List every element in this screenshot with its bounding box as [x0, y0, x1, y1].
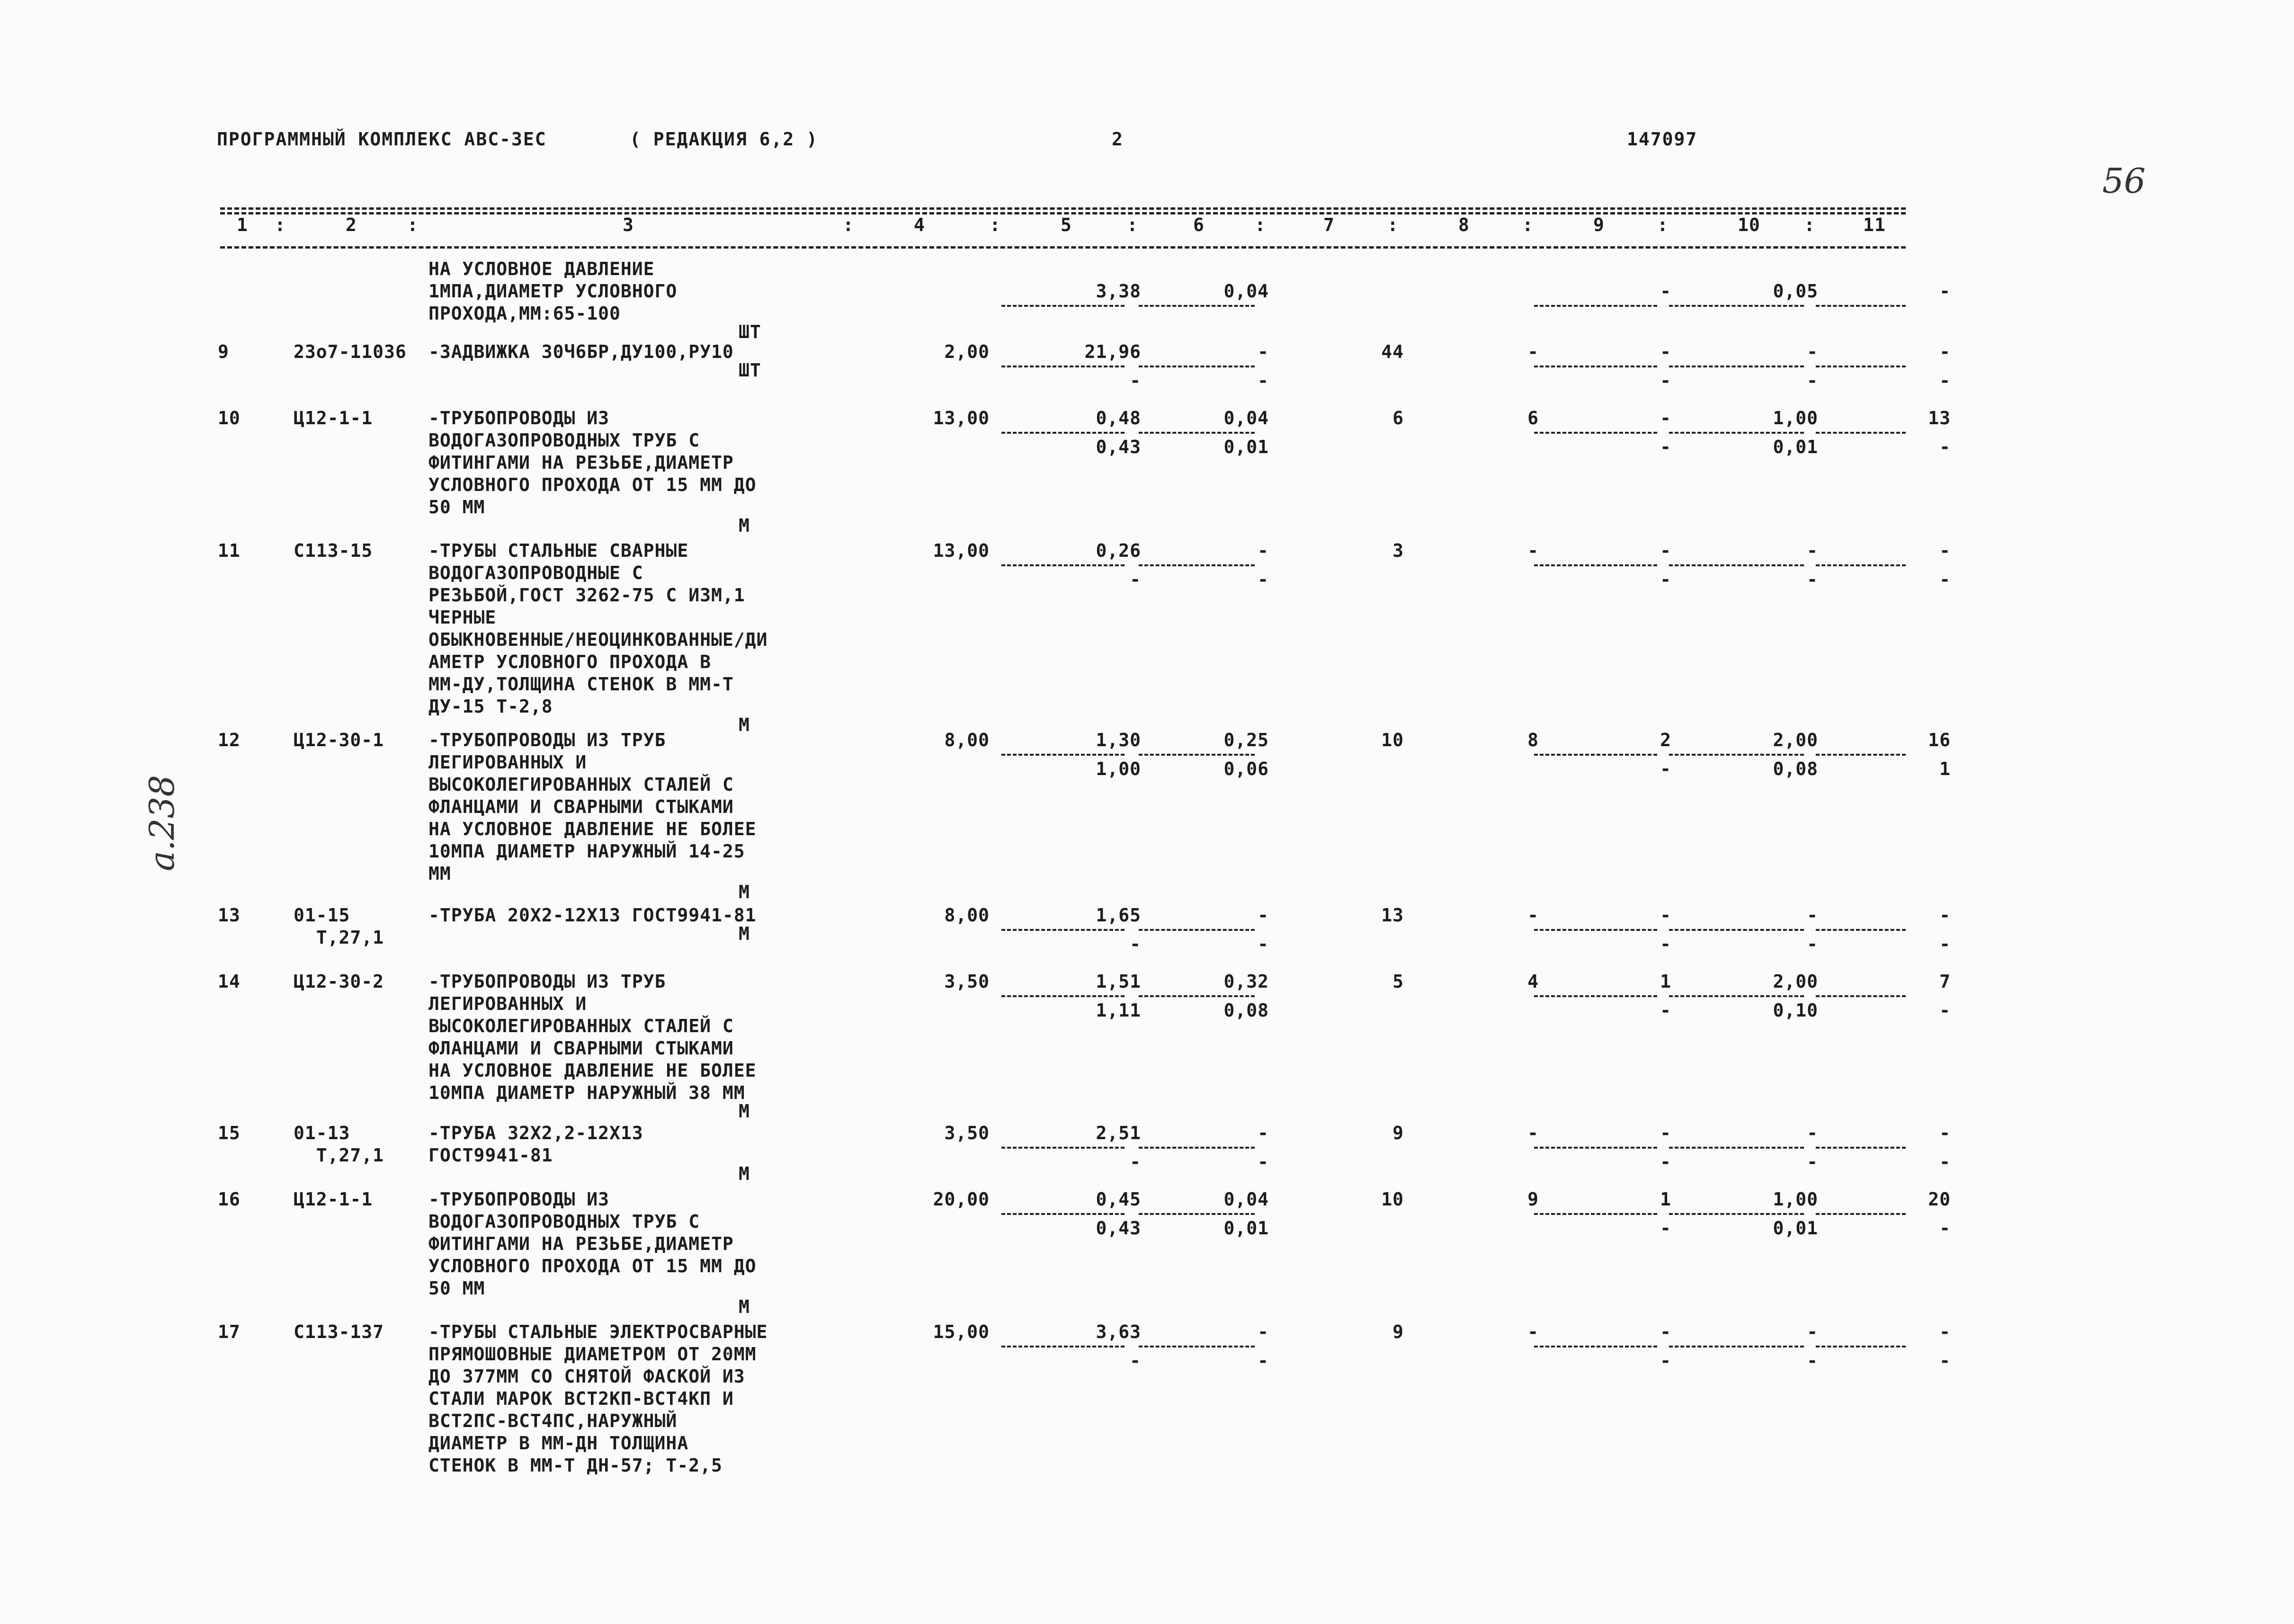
fraction-rule: [1669, 564, 1804, 566]
column-header-7: 7: [1323, 214, 1335, 235]
cell-col10-top: 1,00: [1773, 408, 1818, 428]
cell-col5-bottom: -: [1130, 1350, 1141, 1371]
row-description-line: 50 ММ: [428, 497, 485, 518]
cell-col11-top: -: [1939, 1321, 1951, 1342]
row-number: 9: [218, 341, 229, 362]
cell-col9-top: -: [1660, 1123, 1671, 1143]
row-description-line: ВЫСОКОЛЕГИРОВАННЫХ СТАЛЕЙ С: [428, 1016, 734, 1036]
row-description-line: УСЛОВНОГО ПРОХОДА ОТ 15 ММ ДО: [428, 1256, 757, 1276]
cell-col6-top: 0,32: [1223, 971, 1269, 992]
fraction-rule: [1534, 564, 1657, 566]
cell-col10-top: -: [1807, 540, 1818, 561]
cell-col5-top: 0,26: [1096, 540, 1141, 561]
cell-col10-bottom: -: [1807, 569, 1818, 590]
row-code: 01-13 Т,27,1: [294, 1123, 384, 1166]
cell-col9-top: 1: [1660, 1189, 1671, 1210]
edition-label: ( РЕДАКЦИЯ 6,2 ): [630, 129, 819, 150]
row-code: С113-15: [294, 540, 373, 561]
cell-col8: -: [1527, 540, 1539, 561]
fraction-rule: [1139, 432, 1255, 434]
cell-col7: 9: [1392, 1123, 1404, 1143]
cell-col11-top: -: [1939, 905, 1951, 926]
cell-col5-bottom: 1,11: [1096, 1000, 1141, 1021]
column-header-1: 1: [237, 214, 248, 235]
cell-col7: 9: [1392, 1321, 1404, 1342]
row-code: Ц12-30-2: [294, 971, 384, 992]
cell-col6-bottom: -: [1258, 569, 1269, 590]
cell-col5-top: 1,51: [1096, 971, 1141, 992]
row-description-line: НА УСЛОВНОЕ ДАВЛЕНИЕ НЕ БОЛЕЕ: [428, 1060, 757, 1081]
fraction-rule: [1139, 564, 1255, 566]
column-separator: :: [275, 214, 286, 235]
cell-qty: 13,00: [933, 408, 990, 428]
row-unit: ШТ: [739, 321, 761, 342]
fraction-rule: [1816, 929, 1906, 931]
cell-col5-top: 0,48: [1096, 408, 1141, 428]
row-number: 10: [218, 408, 241, 428]
cell-col10-bottom: 0,08: [1773, 758, 1818, 779]
row-unit: М: [739, 923, 750, 944]
cell-col10-top: -: [1807, 1123, 1818, 1143]
fraction-rule: [1534, 1147, 1657, 1149]
row-description-line: УСЛОВНОГО ПРОХОДА ОТ 15 ММ ДО: [428, 474, 757, 495]
row-description-line: НА УСЛОВНОЕ ДАВЛЕНИЕ: [428, 259, 655, 279]
cell-col7: 44: [1381, 341, 1404, 362]
cell-col6-top: 0,25: [1223, 730, 1269, 750]
cell-col11-bottom: -: [1939, 370, 1951, 391]
row-description-line: -ЗАДВИЖКА 30Ч6БР,ДУ100,РУ10: [428, 341, 734, 362]
cell-col11-bottom: -: [1939, 934, 1951, 955]
column-separator: :: [1522, 214, 1534, 235]
row-unit: М: [739, 1296, 750, 1317]
row-number: 13: [218, 905, 241, 926]
row-description-line: -ТРУБОПРОВОДЫ ИЗ: [428, 408, 610, 428]
cell-col8: -: [1527, 1321, 1539, 1342]
cell-col7: 5: [1392, 971, 1404, 992]
cell-col7: 10: [1381, 730, 1404, 750]
row-description-line: ДИАМЕТР В ММ-ДН ТОЛЩИНА: [428, 1433, 689, 1454]
cell-col9-top: -: [1660, 281, 1671, 302]
cell-col9-bottom: -: [1660, 1151, 1671, 1172]
fraction-rule: [1001, 564, 1125, 566]
column-header-6: 6: [1193, 214, 1205, 235]
row-description-line: 50 ММ: [428, 1278, 485, 1299]
row-description-line: ЛЕГИРОВАННЫХ И: [428, 993, 587, 1014]
row-code: Ц12-30-1: [294, 730, 384, 750]
cell-col5-top: 2,51: [1096, 1123, 1141, 1143]
cell-col11-bottom: -: [1939, 1218, 1951, 1239]
fraction-rule: [1139, 1213, 1255, 1215]
row-description-line: -ТРУБОПРОВОДЫ ИЗ: [428, 1189, 610, 1210]
fraction-rule: [1816, 1213, 1906, 1215]
sheet-mark: 56: [2102, 161, 2146, 201]
fraction-rule: [1534, 929, 1657, 931]
row-unit: М: [739, 515, 750, 536]
cell-col5-bottom: -: [1130, 370, 1141, 391]
column-separator: :: [407, 214, 419, 235]
row-description-line: ФЛАНЦАМИ И СВАРНЫМИ СТЫКАМИ: [428, 1038, 734, 1059]
row-unit: М: [739, 1101, 750, 1122]
cell-col9-top: 2: [1660, 730, 1671, 750]
cell-col7: 6: [1392, 408, 1404, 428]
cell-col6-bottom: 0,08: [1223, 1000, 1269, 1021]
fraction-rule: [1816, 432, 1906, 434]
row-description-line: -ТРУБОПРОВОДЫ ИЗ ТРУБ: [428, 730, 666, 750]
fraction-rule: [1534, 1213, 1657, 1215]
cell-col6-bottom: -: [1258, 1350, 1269, 1371]
cell-col9-bottom: -: [1660, 1350, 1671, 1371]
column-header-11: 11: [1863, 214, 1886, 235]
row-number: 15: [218, 1123, 241, 1143]
cell-col9-bottom: -: [1660, 437, 1671, 457]
cell-col6-bottom: 0,01: [1223, 437, 1269, 457]
column-header-10: 10: [1738, 214, 1760, 235]
column-separator: :: [1255, 214, 1266, 235]
row-unit: М: [739, 1163, 750, 1184]
row-description-line: ВОДОГАЗОПРОВОДНЫХ ТРУБ С: [428, 430, 700, 451]
fraction-rule: [1001, 1213, 1125, 1215]
cell-col9-bottom: -: [1660, 1000, 1671, 1021]
fraction-rule: [1139, 366, 1255, 367]
cell-qty: 13,00: [933, 540, 990, 561]
cell-col10-bottom: -: [1807, 1151, 1818, 1172]
fraction-rule: [1139, 305, 1255, 307]
cell-col10-top: 2,00: [1773, 730, 1818, 750]
row-description-line: ДО 377ММ СО СНЯТОЙ ФАСКОЙ ИЗ: [428, 1366, 745, 1387]
cell-col6-bottom: 0,06: [1223, 758, 1269, 779]
cell-col11-bottom: -: [1939, 1000, 1951, 1021]
cell-col10-bottom: 0,01: [1773, 1218, 1818, 1239]
cell-col11-top: -: [1939, 540, 1951, 561]
cell-col6-top: 0,04: [1223, 408, 1269, 428]
cell-col10-bottom: 0,01: [1773, 437, 1818, 457]
column-separator: :: [1387, 214, 1399, 235]
row-description-line: ВОДОГАЗОПРОВОДНЫХ ТРУБ С: [428, 1211, 700, 1232]
cell-col9-top: -: [1660, 540, 1671, 561]
program-title: ПРОГРАММНЫЙ КОМПЛЕКС АВС-3ЕС: [217, 129, 547, 150]
cell-col7: 13: [1381, 905, 1404, 926]
fraction-rule: [1669, 305, 1804, 307]
cell-col9-top: -: [1660, 408, 1671, 428]
cell-col8: 6: [1527, 408, 1539, 428]
fraction-rule: [1669, 366, 1804, 367]
row-code: С113-137: [294, 1321, 384, 1342]
column-header-4: 4: [914, 214, 925, 235]
fraction-rule: [1534, 1346, 1657, 1347]
fraction-rule: [1669, 1147, 1804, 1149]
row-description-line: ЛЕГИРОВАННЫХ И: [428, 752, 587, 773]
cell-col5-bottom: -: [1130, 934, 1141, 955]
fraction-rule: [1001, 1346, 1125, 1347]
fraction-rule: [1001, 995, 1125, 997]
row-description-line: 10МПА ДИАМЕТР НАРУЖНЫЙ 14-25: [428, 841, 745, 862]
row-description-line: РЕЗЬБОЙ,ГОСТ 3262-75 С ИЗМ,1: [428, 585, 745, 606]
cell-col11-bottom: -: [1939, 569, 1951, 590]
cell-col10-bottom: -: [1807, 1350, 1818, 1371]
cell-col5-top: 1,65: [1096, 905, 1141, 926]
row-code: Ц12-1-1: [294, 408, 373, 428]
cell-col6-top: -: [1258, 341, 1269, 362]
row-description-line: -ТРУБА 32Х2,2-12Х13: [428, 1123, 643, 1143]
row-description-line: ВЫСОКОЛЕГИРОВАННЫХ СТАЛЕЙ С: [428, 774, 734, 795]
fraction-rule: [1534, 366, 1657, 367]
row-description-line: ВСТ2ПС-ВСТ4ПС,НАРУЖНЫЙ: [428, 1410, 678, 1431]
fraction-rule: [1816, 1346, 1906, 1347]
cell-col10-top: -: [1807, 905, 1818, 926]
cell-col6-top: -: [1258, 540, 1269, 561]
column-separator: :: [1657, 214, 1669, 235]
row-description-line: АМЕТР УСЛОВНОГО ПРОХОДА В: [428, 651, 711, 672]
cell-col9-bottom: -: [1660, 569, 1671, 590]
row-description-line: ВОДОГАЗОПРОВОДНЫЕ С: [428, 562, 643, 583]
cell-col9-bottom: -: [1660, 934, 1671, 955]
cell-col8: 8: [1527, 730, 1539, 750]
fraction-rule: [1139, 754, 1255, 756]
fraction-rule: [1001, 929, 1125, 931]
fraction-rule: [1816, 754, 1906, 756]
fraction-rule: [1001, 754, 1125, 756]
cell-qty: 3,50: [944, 971, 990, 992]
cell-col5-top: 3,38: [1096, 281, 1141, 302]
cell-col9-bottom: -: [1660, 758, 1671, 779]
cell-col5-top: 3,63: [1096, 1321, 1141, 1342]
row-description-line: ПРЯМОШОВНЫЕ ДИАМЕТРОМ ОТ 20ММ: [428, 1344, 757, 1365]
row-unit: М: [739, 882, 750, 902]
row-number: 17: [218, 1321, 241, 1342]
column-header-9: 9: [1593, 214, 1605, 235]
fraction-rule: [1816, 564, 1906, 566]
cell-col8: 9: [1527, 1189, 1539, 1210]
fraction-rule: [1816, 305, 1906, 307]
row-code: Ц12-1-1: [294, 1189, 373, 1210]
fraction-rule: [1534, 305, 1657, 307]
column-separator: :: [1804, 214, 1815, 235]
cell-col10-bottom: 0,10: [1773, 1000, 1818, 1021]
cell-col6-bottom: 0,01: [1223, 1218, 1269, 1239]
column-separator: :: [1127, 214, 1138, 235]
cell-col5-bottom: -: [1130, 569, 1141, 590]
cell-qty: 3,50: [944, 1123, 990, 1143]
cell-col11-top: 7: [1939, 971, 1951, 992]
row-number: 11: [218, 540, 241, 561]
cell-col7: 3: [1392, 540, 1404, 561]
fraction-rule: [1001, 305, 1125, 307]
cell-col10-top: 1,00: [1773, 1189, 1818, 1210]
cell-col6-top: -: [1258, 1321, 1269, 1342]
row-number: 14: [218, 971, 241, 992]
cell-qty: 8,00: [944, 905, 990, 926]
row-description-line: -ТРУБОПРОВОДЫ ИЗ ТРУБ: [428, 971, 666, 992]
row-description-line: ФИТИНГАМИ НА РЕЗЬБЕ,ДИАМЕТР: [428, 452, 734, 473]
cell-col6-bottom: -: [1258, 934, 1269, 955]
cell-col10-top: -: [1807, 341, 1818, 362]
cell-col9-bottom: -: [1660, 1218, 1671, 1239]
row-description-line: ФЛАНЦАМИ И СВАРНЫМИ СТЫКАМИ: [428, 796, 734, 817]
cell-col5-bottom: -: [1130, 1151, 1141, 1172]
row-description-line: ПРОХОДА,ММ:65-100: [428, 303, 621, 324]
cell-col11-top: -: [1939, 341, 1951, 362]
fraction-rule: [1139, 1346, 1255, 1347]
row-number: 12: [218, 730, 241, 750]
column-header-8: 8: [1458, 214, 1470, 235]
row-description-line: -ТРУБА 20Х2-12Х13 ГОСТ9941-81: [428, 905, 757, 926]
cell-col10-bottom: -: [1807, 370, 1818, 391]
row-description-line: -ТРУБЫ СТАЛЬНЫЕ СВАРНЫЕ: [428, 540, 689, 561]
cell-col11-top: 20: [1928, 1189, 1951, 1210]
cell-col11-bottom: -: [1939, 1350, 1951, 1371]
row-description-line: 10МПА ДИАМЕТР НАРУЖНЫЙ 38 ММ: [428, 1082, 745, 1103]
row-unit: ШТ: [739, 360, 761, 381]
row-description-line: СТЕНОК В ММ-Т ДН-57; Т-2,5: [428, 1455, 723, 1476]
cell-qty: 8,00: [944, 730, 990, 750]
cell-col9-top: -: [1660, 905, 1671, 926]
cell-qty: 20,00: [933, 1189, 990, 1210]
row-description-line: ДУ-15 Т-2,8: [428, 696, 553, 717]
cell-col11-bottom: -: [1939, 437, 1951, 457]
row-description-line: НА УСЛОВНОЕ ДАВЛЕНИЕ НЕ БОЛЕЕ: [428, 819, 757, 839]
column-header-2: 2: [346, 214, 357, 235]
cell-col9-top: 1: [1660, 971, 1671, 992]
column-separator: :: [990, 214, 1001, 235]
column-header-3: 3: [623, 214, 634, 235]
cell-col11-bottom: 1: [1939, 758, 1951, 779]
cell-col5-bottom: 0,43: [1096, 437, 1141, 457]
row-code: 01-15 Т,27,1: [294, 905, 384, 948]
cell-col9-top: -: [1660, 341, 1671, 362]
row-code: 23о7-11036: [294, 341, 407, 362]
side-mark: а.238: [142, 775, 182, 871]
column-header-5: 5: [1061, 214, 1072, 235]
cell-col9-bottom: -: [1660, 370, 1671, 391]
cell-qty: 15,00: [933, 1321, 990, 1342]
fraction-rule: [1816, 366, 1906, 367]
table-top-rule: [220, 207, 1906, 210]
page-number: 2: [1112, 129, 1124, 150]
row-unit: М: [739, 714, 750, 735]
row-description-line: ГОСТ9941-81: [428, 1145, 553, 1166]
cell-col5-bottom: 1,00: [1096, 758, 1141, 779]
fraction-rule: [1534, 432, 1657, 434]
fraction-rule: [1001, 432, 1125, 434]
cell-col6-bottom: -: [1258, 370, 1269, 391]
cell-col8: -: [1527, 341, 1539, 362]
fraction-rule: [1816, 1147, 1906, 1149]
cell-col5-top: 21,96: [1084, 341, 1141, 362]
fraction-rule: [1669, 432, 1804, 434]
cell-col9-top: -: [1660, 1321, 1671, 1342]
cell-col11-top: -: [1939, 1123, 1951, 1143]
fraction-rule: [1139, 1147, 1255, 1149]
cell-col5-top: 1,30: [1096, 730, 1141, 750]
row-description-line: ММ-ДУ,ТОЛЩИНА СТЕНОК В ММ-Т: [428, 674, 734, 695]
cell-qty: 2,00: [944, 341, 990, 362]
row-description-line: ЧЕРНЫЕ: [428, 607, 497, 628]
cell-col5-top: 0,45: [1096, 1189, 1141, 1210]
fraction-rule: [1534, 995, 1657, 997]
cell-col8: -: [1527, 1123, 1539, 1143]
fraction-rule: [1669, 929, 1804, 931]
column-separator: :: [843, 214, 854, 235]
cell-col5-bottom: 0,43: [1096, 1218, 1141, 1239]
row-description-line: 1МПА,ДИАМЕТР УСЛОВНОГО: [428, 281, 678, 302]
fraction-rule: [1669, 995, 1804, 997]
cell-col10-top: -: [1807, 1321, 1818, 1342]
cell-col11-bottom: -: [1939, 1151, 1951, 1172]
cell-col6-top: 0,04: [1223, 281, 1269, 302]
row-number: 16: [218, 1189, 241, 1210]
cell-col11-top: 16: [1928, 730, 1951, 750]
row-description-line: ФИТИНГАМИ НА РЕЗЬБЕ,ДИАМЕТР: [428, 1233, 734, 1254]
cell-col11-top: -: [1939, 281, 1951, 302]
row-description-line: СТАЛИ МАРОК ВСТ2КП-ВСТ4КП И: [428, 1388, 734, 1409]
fraction-rule: [1001, 366, 1125, 367]
cell-col10-top: 2,00: [1773, 971, 1818, 992]
cell-col8: 4: [1527, 971, 1539, 992]
cell-col6-bottom: -: [1258, 1151, 1269, 1172]
cell-col8: -: [1527, 905, 1539, 926]
fraction-rule: [1669, 1213, 1804, 1215]
table-header-bottom-rule: [220, 246, 1906, 249]
row-description-line: -ТРУБЫ СТАЛЬНЫЕ ЭЛЕКТРОСВАРНЫЕ: [428, 1321, 768, 1342]
fraction-rule: [1534, 754, 1657, 756]
row-description-line: ОБЫКНОВЕННЫЕ/НЕОЦИНКОВАННЫЕ/ДИ: [428, 629, 768, 650]
cell-col7: 10: [1381, 1189, 1404, 1210]
cell-col10-bottom: -: [1807, 934, 1818, 955]
cell-col6-top: 0,04: [1223, 1189, 1269, 1210]
row-description-line: ММ: [428, 863, 451, 884]
cell-col6-top: -: [1258, 1123, 1269, 1143]
fraction-rule: [1816, 995, 1906, 997]
fraction-rule: [1139, 929, 1255, 931]
cell-col11-top: 13: [1928, 408, 1951, 428]
cell-col6-top: -: [1258, 905, 1269, 926]
fraction-rule: [1669, 754, 1804, 756]
fraction-rule: [1669, 1346, 1804, 1347]
document-code: 147097: [1627, 129, 1698, 150]
fraction-rule: [1139, 995, 1255, 997]
cell-col10-top: 0,05: [1773, 281, 1818, 302]
fraction-rule: [1001, 1147, 1125, 1149]
